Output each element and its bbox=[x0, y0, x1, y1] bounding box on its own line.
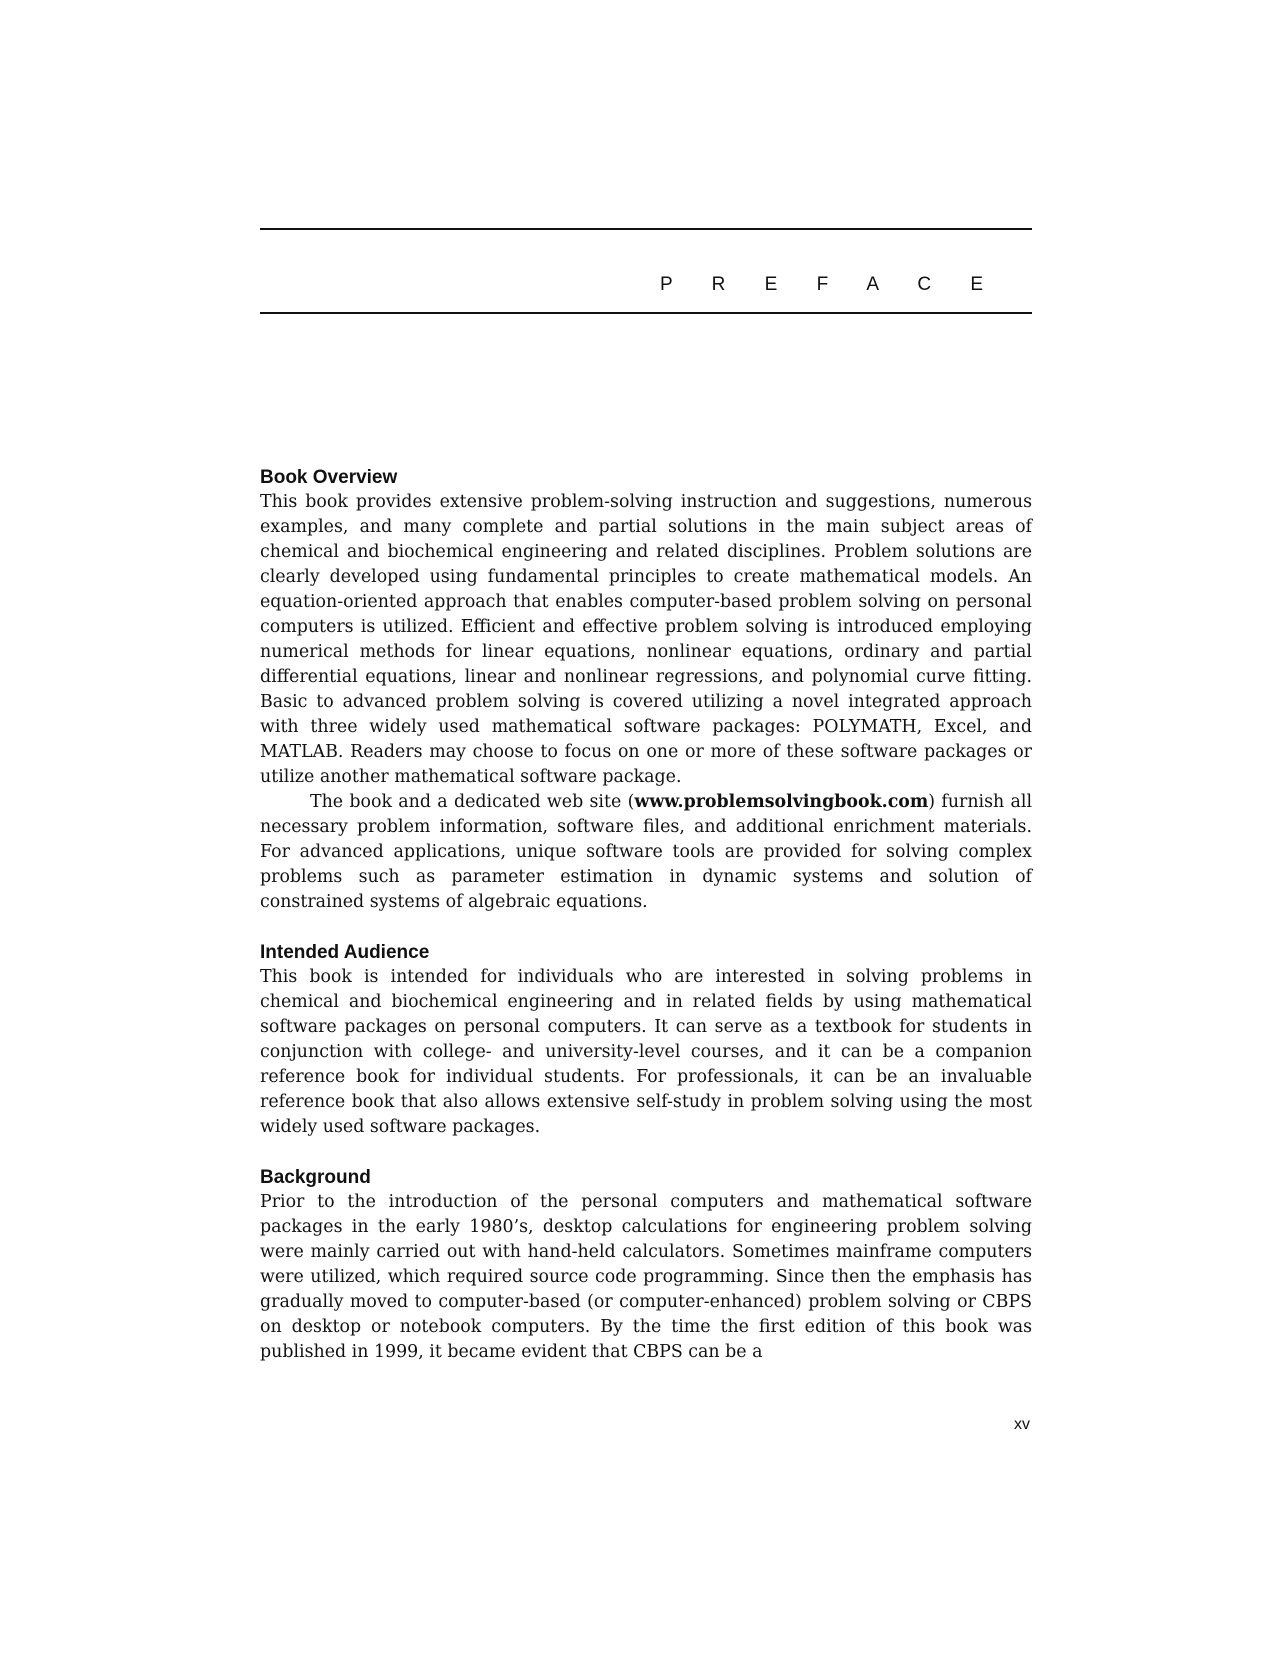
website-url: www.problemsolvingbook.com bbox=[634, 792, 929, 812]
page-number: xv bbox=[1014, 1416, 1030, 1433]
chapter-title: P R E F A C E bbox=[660, 274, 1000, 295]
section-intended-audience bbox=[260, 940, 1032, 1140]
section-background bbox=[260, 1165, 1032, 1365]
paragraph: This book provides extensive problem-solving instruction and suggestions, numerous examples, and many complete and partial solutions in the main subject areas of chemical and biochemical engineering and related disciplines. Problem solutions are clearly developed using fundamental principles to create mathematical models. An equation-oriented approach that enables computer-based problem solving on personal computers is utilized. Efficient and effective problem solving is introduced employing numerical methods for linear equations, nonlinear equations, ordinary and partial differential equations, linear and nonlinear regressions, and polynomial curve fitting. Basic to advanced problem solving is covered utilizing a novel integrated approach with three widely used mathematical software packages: POLYMATH, Excel, and MATLAB. Readers may choose to focus on one or more of these software packages or utilize another mathematical software package. bbox=[260, 492, 1032, 787]
page-content bbox=[260, 465, 1032, 1365]
paragraph: This book is intended for individuals who are interested in solving problems in chemical and biochemical engineering and in related fields by using mathematical software packages on personal computers. It can serve as a textbook for students in conjunction with college- and university-level courses, and it can be a companion reference book for individual students. For professionals, it can be an invaluable reference book that also allows extensive self-study in problem solving using the most widely used software packages. bbox=[260, 967, 1032, 1137]
header-rule-bottom bbox=[260, 312, 1032, 314]
paragraph bbox=[260, 790, 1032, 915]
paragraph: Prior to the introduction of the personal computers and mathematical software packages in the early 1980’s, desktop calculations for engineering problem solving were mainly carried out with hand-held calculators. Sometimes mainframe computers were utilized, which required source code programming. Since then the emphasis has gradually moved to computer-based (or computer-enhanced) problem solving or CBPS on desktop or notebook computers. By the time the first edition of this book was published in 1999, it became evident that CBPS can be a bbox=[260, 1192, 1032, 1362]
section-book-overview bbox=[260, 465, 1032, 915]
paragraph-text: ) furnish all necessary problem information, software files, and additional enrichment materials. For advanced applications, unique software tools are provided for solving complex problems such as parameter estimation in dynamic systems and solution of constrained systems of algebraic equations. bbox=[260, 792, 1033, 912]
section-heading: Intended Audience bbox=[260, 942, 430, 963]
header-rule-top bbox=[260, 228, 1032, 230]
paragraph-text: The book and a dedicated web site ( bbox=[310, 792, 635, 812]
section-heading: Background bbox=[260, 1167, 371, 1188]
section-heading: Book Overview bbox=[260, 467, 398, 488]
